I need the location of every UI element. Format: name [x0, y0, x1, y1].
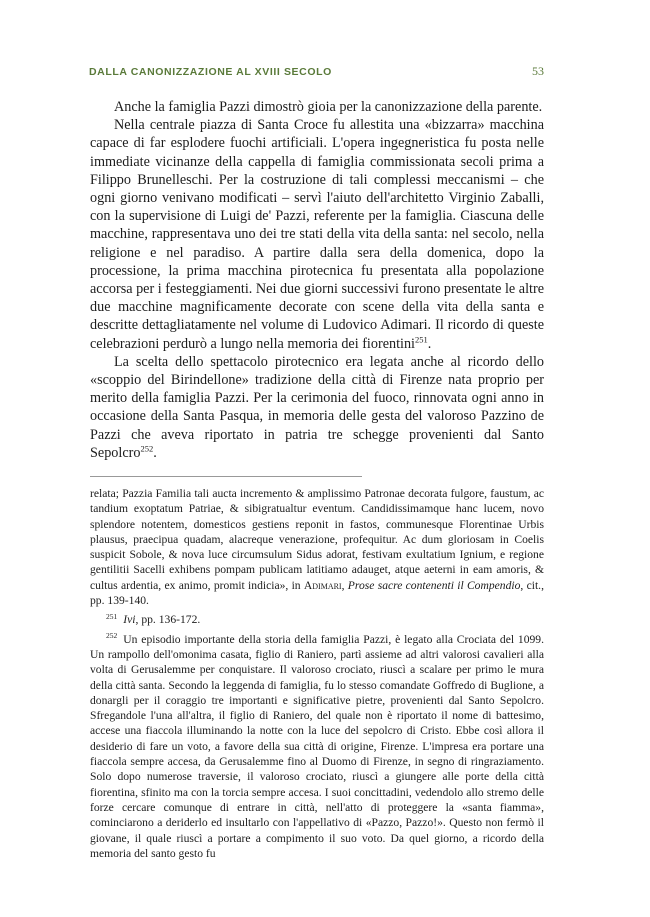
footnotes	[90, 486, 544, 861]
footnote-continuation	[90, 486, 544, 608]
footnote-book-title: Prose sacre contenenti il Compendio	[347, 578, 521, 592]
footnote-ref-252[interactable]: 252	[140, 443, 154, 454]
paragraph-2-text: Nella centrale piazza di Santa Croce fu allestita una «bizzarra» macchina capace di far esplodere fuochi artificiali. L'opera ingegneristica fu posta nelle immediate vicinanze della cappella di famiglia commissionata secoli prima a Filippo Brunelleschi. Per la costruzione di tali complessi meccanismi – che ogni giorno venivano modificati – servì l'aiuto dell'architetto Virginio Zaballi, con la supervisione di Luigi de' Pazzi, referente per la famiglia. Ciascuna delle macchine, rappresentava uno dei tre stati della vita della santa: nel secolo, nella religione e nel paradiso. A partire dalla sera della domenica, dopo la processione, la prima macchina pirotecnica fu presentata alla popolazione accorsa per i festeggiamenti. Nei due giorni successivi furono presentate le altre due macchine magnificamente decorate con scene della vita della santa e descritte dettagliatamente nel volume di Ludovico Adimari. Il ricordo di queste celebrazioni perdurò a lungo nella memoria dei fiorentini	[90, 117, 544, 352]
paragraph-2-end: .	[427, 335, 432, 352]
footnote-separator	[90, 476, 362, 477]
footnote-251-text: , pp. 136-172.	[135, 613, 201, 627]
footnote-continuation-text: relata; Pazzia Familia tali aucta incremento & amplissimo Patronae decorata fulgore, faustum, ac tandium exoptatum Patriae, & sibigratualtur eventum. Candidissimamque hanc lucem, novo splendore notentem, domesticos gestiens reponit in fastos, communesque Florentinae Urbis plausus, praecipua quadam, alacreque venerazione, profequitur. Ac dum gloriosam in Coelis suspicit Sobole, & nova luce circumsulum Sidus adorat, festivam exultatium Ignium, e regione gentilitii Sacelli exhibens pompam publicam latitiamo adauget, atque aeterni in eam amoris, & cultus ardentia, ex animo, promit indicia», in	[90, 487, 544, 592]
footnote-citation-end: , cit., pp. 139-140.	[90, 578, 544, 608]
running-title: DALLA CANONIZZAZIONE AL XVIII SECOLO	[89, 66, 332, 78]
paragraph-1-text: Anche la famiglia Pazzi dimostrò gioia per la canonizzazione della parente.	[114, 99, 543, 115]
paragraph-3	[90, 353, 544, 462]
main-text	[90, 98, 544, 462]
footnote-251-number: 251	[106, 611, 118, 621]
paragraph-2	[90, 116, 544, 353]
footnote-252-text: Un episodio importante della storia della famiglia Pazzi, è legato alla Crociata del 1099. Un rampollo dell'omonima casata, figlio di Raniero, partì assieme ad altri valorosi cavalieri alla volta di Gerusalemme per conquistare. Il valoroso crociato, riuscì a scalare per primo le mura della città santa. Secondo la leggenda di famiglia, fu lo stesso comandate Goffredo di Buglione, a donargli per il coraggio tre importanti e significative pietre, provenienti dal Santo Sepolcro. Sfregandole l'una all'altra, il figlio di Raniero, del quale non è riportato il nome di battesimo, accese una fiaccola illuminando la notte con la luce del sepolcro di Cristo. Ebbe così allora il desiderio di fare un voto, a favore della sua città di origine, Firenze. L'impresa era portare una fiaccola sempre accesa, da Gerusalemme fino al Duomo di Firenze, in segno di ringraziamento. Solo dopo numerose traversie, il valoroso crociato, riuscì a giungere alle porte della città fiorentina, sfinito ma con la torcia sempre accesa. I suoi concittadini, vedendolo allo stremo delle forze cercare comunque di entrare in città, nell'atto di proteggere la «santa fiamma», cominciarono a deriderlo ed insultarlo con l'appellativo di «Pazzo, Pazzo!». Questo non fermò il giovane, il quale riuscì a portare a compimento il suo voto. Da quel giorno, a ricordo della memoria del santo gesto fu	[90, 632, 544, 860]
footnote-ref-251[interactable]: 251	[415, 333, 428, 344]
paragraph-1	[90, 98, 544, 116]
footnote-252-number: 252	[106, 630, 118, 640]
footnote-252	[90, 632, 544, 861]
paragraph-3-end: .	[153, 444, 157, 461]
paragraph-3-text: La scelta dello spettacolo pirotecnico era legata anche al ricordo dello «scoppio del Birindellone» tradizione della città di Firenze nata proprio per merito della famiglia Pazzi. Per la cerimonia del fuoco, rinnovata ogni anno in occasione della Santa Pasqua, in memoria delle gesta del valoroso Pazzino de Pazzi che aveva riportato in patria tre schegge provenienti dal Santo Sepolcro	[90, 353, 544, 461]
footnote-comma: ,	[341, 578, 345, 592]
page-number: 53	[532, 64, 544, 78]
footnote-251-ivi: Ivi	[123, 613, 136, 627]
footnote-author: Adimari	[303, 578, 342, 592]
running-header	[89, 64, 544, 82]
footnote-251	[90, 612, 544, 627]
